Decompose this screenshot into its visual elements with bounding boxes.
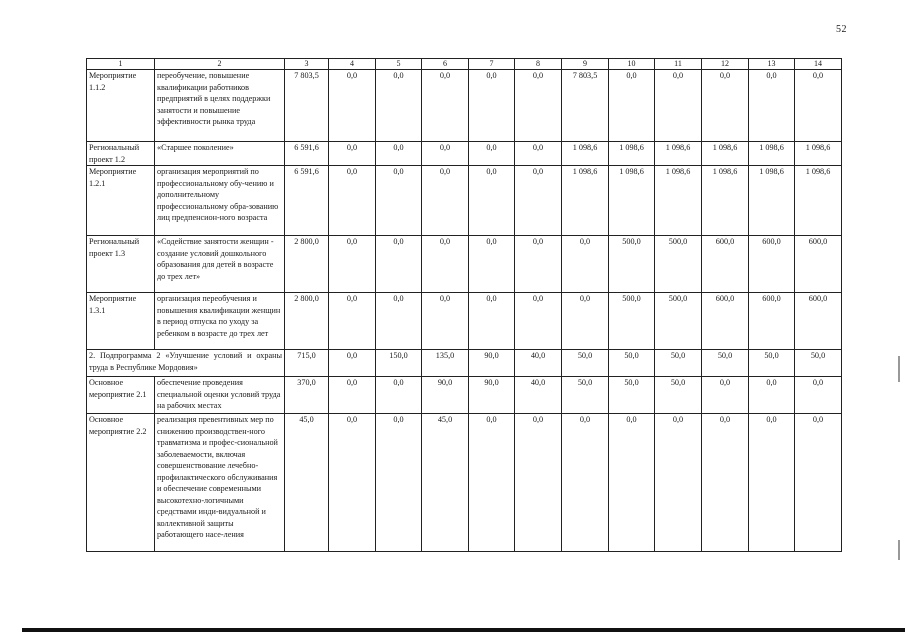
value-cell: 50,0 (702, 350, 749, 377)
table-row (87, 142, 842, 166)
value-cell: 0,0 (515, 142, 562, 166)
value-cell: 0,0 (702, 414, 749, 552)
row-description: «Содействие занятости женщин - создание условий дошкольного образования для детей в возрасте до трех лет» (155, 236, 285, 293)
value-cell: 0,0 (376, 414, 422, 552)
value-cell: 7 803,5 (285, 70, 329, 142)
value-cell: 1 098,6 (655, 166, 702, 236)
table-row (87, 236, 842, 293)
value-cell: 7 803,5 (562, 70, 609, 142)
value-cell: 0,0 (609, 414, 655, 552)
table-row (87, 350, 842, 377)
value-cell: 0,0 (515, 414, 562, 552)
value-cell: 370,0 (285, 377, 329, 414)
value-cell: 0,0 (376, 377, 422, 414)
column-header: 6 (422, 59, 469, 70)
value-cell: 0,0 (422, 70, 469, 142)
value-cell: 0,0 (702, 377, 749, 414)
column-header: 13 (749, 59, 795, 70)
value-cell: 6 591,6 (285, 142, 329, 166)
value-cell: 45,0 (422, 414, 469, 552)
row-code: Мероприятие 1.1.2 (87, 70, 155, 142)
value-cell: 0,0 (376, 70, 422, 142)
value-cell: 0,0 (469, 414, 515, 552)
table-row (87, 166, 842, 236)
column-header: 11 (655, 59, 702, 70)
value-cell: 1 098,6 (702, 142, 749, 166)
scan-bottom-edge (22, 628, 905, 632)
value-cell: 0,0 (329, 166, 376, 236)
row-code: Региональный проект 1.3 (87, 236, 155, 293)
header-row (87, 59, 842, 70)
value-cell: 0,0 (655, 70, 702, 142)
column-header: 14 (795, 59, 842, 70)
value-cell: 1 098,6 (562, 142, 609, 166)
value-cell: 0,0 (329, 236, 376, 293)
page-number: 52 (836, 24, 847, 35)
value-cell: 50,0 (562, 377, 609, 414)
value-cell: 50,0 (655, 377, 702, 414)
value-cell: 0,0 (376, 293, 422, 350)
value-cell: 0,0 (469, 166, 515, 236)
value-cell: 0,0 (515, 166, 562, 236)
column-header: 7 (469, 59, 515, 70)
value-cell: 500,0 (609, 236, 655, 293)
subprogram-title: 2. Подпрограмма 2 «Улучшение условий и охраны труда в Республике Мордовия» (87, 350, 285, 377)
column-header: 12 (702, 59, 749, 70)
value-cell: 1 098,6 (795, 142, 842, 166)
budget-table (86, 58, 842, 552)
value-cell: 0,0 (376, 236, 422, 293)
row-description: переобучение, повышение квалификации работников предприятий в целях поддержки занятости и повышение эффективности рынка труда (155, 70, 285, 142)
value-cell: 0,0 (422, 142, 469, 166)
value-cell: 600,0 (702, 293, 749, 350)
value-cell: 135,0 (422, 350, 469, 377)
value-cell: 50,0 (609, 377, 655, 414)
value-cell: 600,0 (795, 293, 842, 350)
row-description: организация мероприятий по профессиональному обу-чению и дополнительному профессиональному обра-зованию лиц предпенсион-ного возраста (155, 166, 285, 236)
value-cell: 0,0 (655, 414, 702, 552)
value-cell: 45,0 (285, 414, 329, 552)
value-cell: 0,0 (469, 70, 515, 142)
table-row (87, 377, 842, 414)
value-cell: 2 800,0 (285, 236, 329, 293)
row-code: Основное мероприятие 2.1 (87, 377, 155, 414)
value-cell: 50,0 (795, 350, 842, 377)
value-cell: 1 098,6 (749, 166, 795, 236)
column-header: 10 (609, 59, 655, 70)
value-cell: 2 800,0 (285, 293, 329, 350)
value-cell: 1 098,6 (562, 166, 609, 236)
value-cell: 0,0 (515, 293, 562, 350)
column-header: 5 (376, 59, 422, 70)
value-cell: 40,0 (515, 377, 562, 414)
value-cell: 0,0 (702, 70, 749, 142)
value-cell: 500,0 (655, 293, 702, 350)
value-cell: 1 098,6 (609, 166, 655, 236)
value-cell: 1 098,6 (749, 142, 795, 166)
value-cell: 0,0 (515, 70, 562, 142)
value-cell: 0,0 (795, 377, 842, 414)
row-description: реализация превентивных мер по снижению производствен-ного травматизма и профес-сиональной заболеваемости, включая совершенствование лечебно-профилактического обслуживания и обеспечение современными высокотехно-логичными средствами инди-видуальной и коллективной защиты работающего насе-ления (155, 414, 285, 552)
value-cell: 0,0 (609, 70, 655, 142)
scan-edge-mark (898, 540, 900, 560)
column-header: 8 (515, 59, 562, 70)
row-description: обеспечение проведения специальной оценки условий труда на рабочих местах (155, 377, 285, 414)
value-cell: 600,0 (795, 236, 842, 293)
row-description: «Старшее поколение» (155, 142, 285, 166)
value-cell: 0,0 (562, 236, 609, 293)
scan-edge-mark (898, 356, 900, 382)
value-cell: 0,0 (469, 142, 515, 166)
value-cell: 0,0 (469, 236, 515, 293)
value-cell: 50,0 (609, 350, 655, 377)
row-description: организация переобучения и повышения квалификации женщин в период отпуска по уходу за ребенком в возрасте до трех лет (155, 293, 285, 350)
value-cell: 715,0 (285, 350, 329, 377)
value-cell: 1 098,6 (795, 166, 842, 236)
value-cell: 0,0 (376, 166, 422, 236)
value-cell: 50,0 (655, 350, 702, 377)
value-cell: 0,0 (749, 414, 795, 552)
value-cell: 600,0 (749, 293, 795, 350)
value-cell: 150,0 (376, 350, 422, 377)
value-cell: 0,0 (422, 166, 469, 236)
value-cell: 500,0 (609, 293, 655, 350)
value-cell: 0,0 (515, 236, 562, 293)
column-header: 9 (562, 59, 609, 70)
value-cell: 0,0 (562, 414, 609, 552)
value-cell: 0,0 (562, 293, 609, 350)
value-cell: 0,0 (422, 236, 469, 293)
value-cell: 90,0 (469, 377, 515, 414)
column-header: 4 (329, 59, 376, 70)
column-header: 2 (155, 59, 285, 70)
value-cell: 1 098,6 (609, 142, 655, 166)
table-row (87, 414, 842, 552)
value-cell: 90,0 (422, 377, 469, 414)
row-code: Мероприятие 1.3.1 (87, 293, 155, 350)
value-cell: 50,0 (562, 350, 609, 377)
table-row (87, 70, 842, 142)
value-cell: 1 098,6 (655, 142, 702, 166)
value-cell: 0,0 (422, 293, 469, 350)
value-cell: 0,0 (376, 142, 422, 166)
value-cell: 0,0 (749, 70, 795, 142)
value-cell: 0,0 (329, 350, 376, 377)
value-cell: 0,0 (329, 293, 376, 350)
value-cell: 0,0 (795, 414, 842, 552)
value-cell: 500,0 (655, 236, 702, 293)
value-cell: 0,0 (329, 377, 376, 414)
column-header: 1 (87, 59, 155, 70)
value-cell: 50,0 (749, 350, 795, 377)
column-header: 3 (285, 59, 329, 70)
value-cell: 0,0 (329, 142, 376, 166)
value-cell: 6 591,6 (285, 166, 329, 236)
value-cell: 0,0 (329, 70, 376, 142)
row-code: Основное мероприятие 2.2 (87, 414, 155, 552)
value-cell: 600,0 (749, 236, 795, 293)
value-cell: 90,0 (469, 350, 515, 377)
value-cell: 0,0 (329, 414, 376, 552)
value-cell: 1 098,6 (702, 166, 749, 236)
row-code: Региональный проект 1.2 (87, 142, 155, 166)
value-cell: 0,0 (795, 70, 842, 142)
value-cell: 600,0 (702, 236, 749, 293)
value-cell: 0,0 (469, 293, 515, 350)
value-cell: 0,0 (749, 377, 795, 414)
table-row (87, 293, 842, 350)
row-code: Мероприятие 1.2.1 (87, 166, 155, 236)
value-cell: 40,0 (515, 350, 562, 377)
